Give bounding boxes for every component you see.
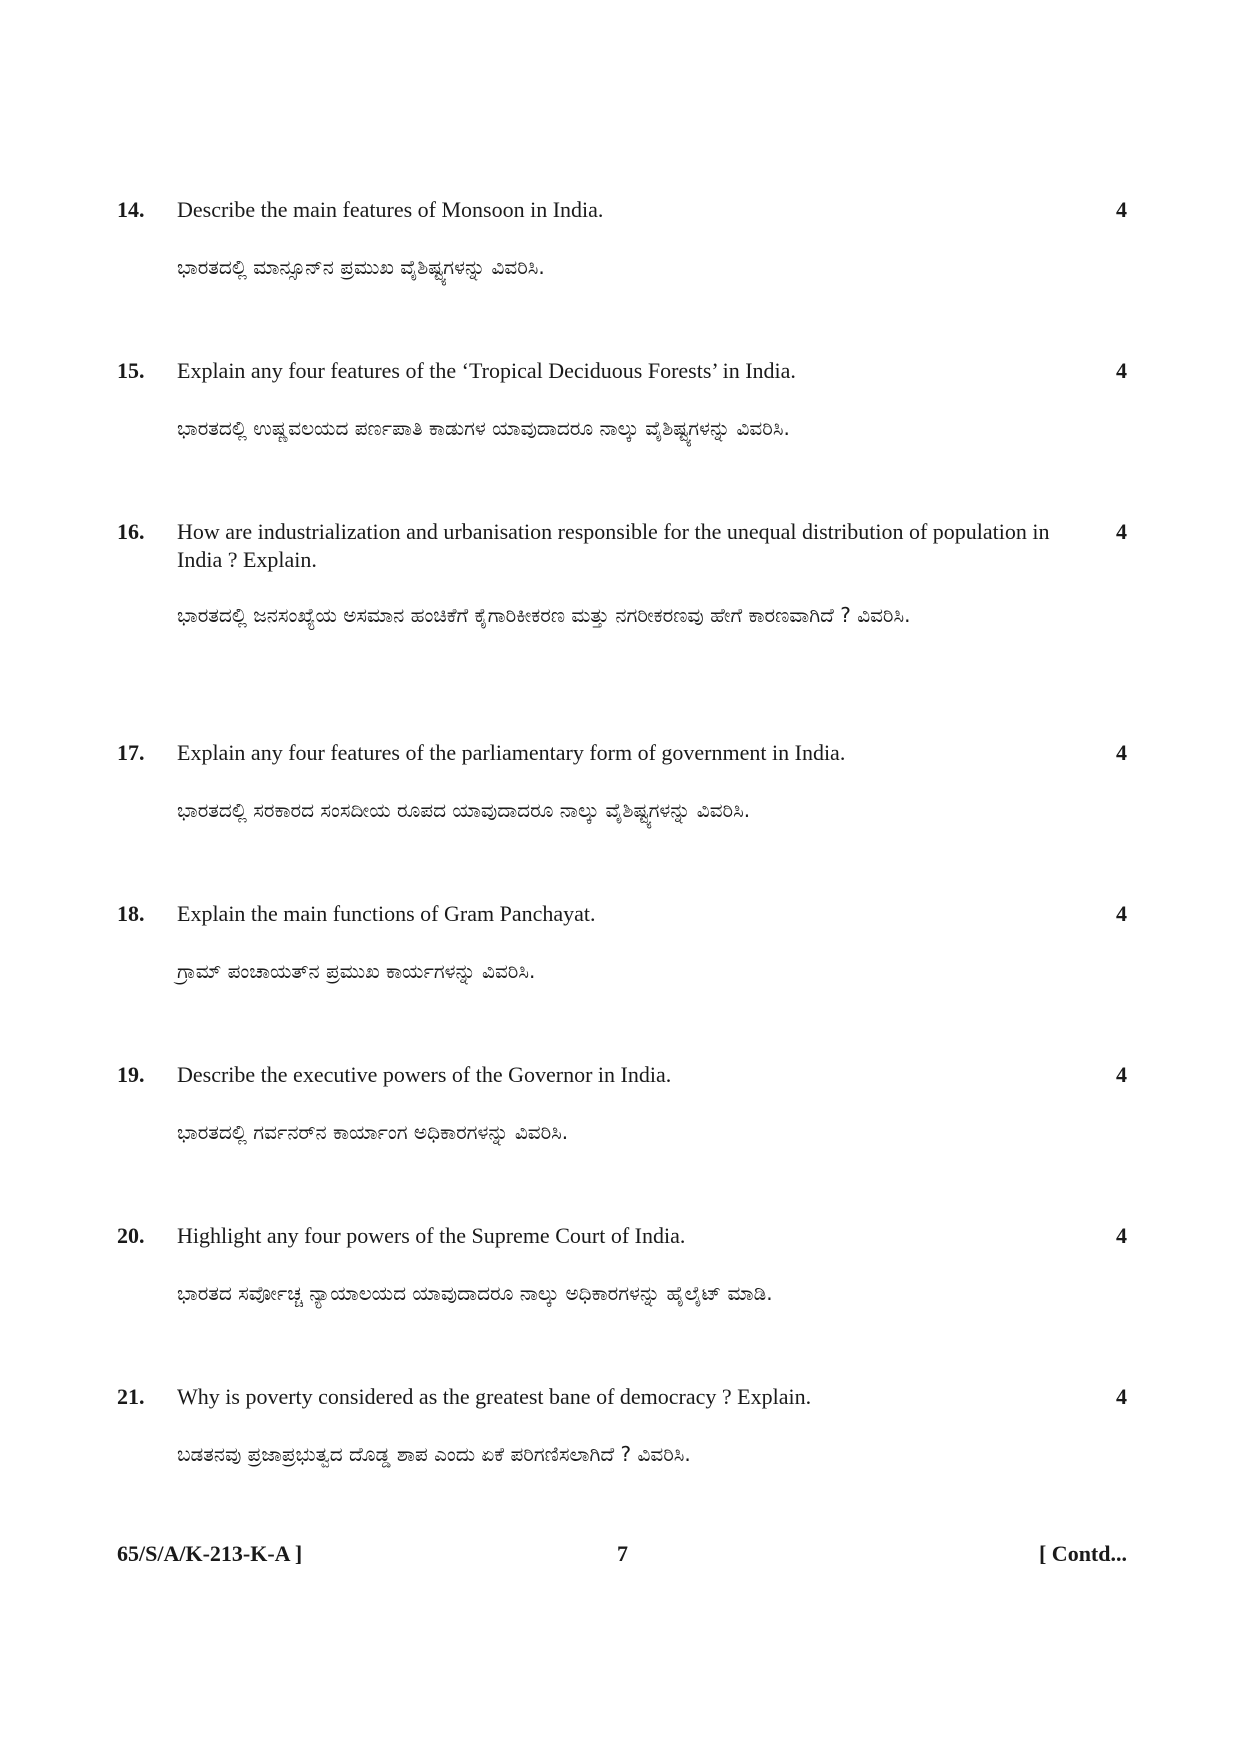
- question-21: [117, 1383, 1127, 1473]
- question-marks: 4: [1116, 901, 1127, 926]
- question-text-kannada: ಭಾರತದಲ್ಲಿ ಉಷ್ಣವಲಯದ ಪರ್ಣಪಾತಿ ಕಾಡುಗಳ ಯಾವುದಾದರೂ ನಾಲ್ಕು ವೈಶಿಷ್ಟ್ಯಗಳನ್ನು ವಿವರಿಸಿ.: [177, 416, 790, 440]
- continued-label: [ Contd...: [1038, 1541, 1127, 1566]
- question-marks: 4: [1116, 197, 1127, 222]
- question-15: [117, 357, 1127, 447]
- question-14: [117, 196, 1127, 286]
- question-marks: 4: [1116, 1384, 1127, 1409]
- question-number: 15.: [117, 358, 145, 383]
- question-17: [117, 739, 1127, 829]
- question-text-english: Explain any four features of the ‘Tropical Deciduous Forests’ in India.: [177, 358, 796, 383]
- question-marks: 4: [1116, 358, 1127, 383]
- page-footer: [117, 1538, 1127, 1570]
- question-text-kannada: ಭಾರತದ ಸರ್ವೋಚ್ಚ ನ್ಯಾಯಾಲಯದ ಯಾವುದಾದರೂ ನಾಲ್ಕು ಅಧಿಕಾರಗಳನ್ನು ಹೈಲೈಟ್ ಮಾಡಿ.: [177, 1281, 773, 1305]
- question-number: 21.: [117, 1384, 145, 1409]
- question-18: [117, 900, 1127, 990]
- question-number: 14.: [117, 197, 145, 222]
- question-text-english: Why is poverty considered as the greatest bane of democracy ? Explain.: [177, 1384, 812, 1409]
- question-text-kannada: ಭಾರತದಲ್ಲಿ ಮಾನ್ಸೂನ್‌ನ ಪ್ರಮುಖ ವೈಶಿಷ್ಟ್ಯಗಳನ್ನು ವಿವರಿಸಿ.: [177, 255, 545, 279]
- question-text-english: Highlight any four powers of the Supreme Court of India.: [177, 1223, 686, 1248]
- question-text-english: Explain the main functions of Gram Panchayat.: [177, 901, 596, 926]
- question-marks: 4: [1116, 1223, 1127, 1248]
- question-text-kannada: ಬಡತನವು ಪ್ರಜಾಪ್ರಭುತ್ವದ ದೊಡ್ಡ ಶಾಪ ಎಂದು ಏಕೆ ಪರಿಗಣಿಸಲಾಗಿದೆ ? ವಿವರಿಸಿ.: [177, 1442, 691, 1466]
- question-text-kannada: ಭಾರತದಲ್ಲಿ ಸರಕಾರದ ಸಂಸದೀಯ ರೂಪದ ಯಾವುದಾದರೂ ನಾಲ್ಕು ವೈಶಿಷ್ಟ್ಯಗಳನ್ನು ವಿವರಿಸಿ.: [177, 798, 751, 822]
- question-text-english: How are industrialization and urbanisation responsible for the unequal distribution of population in India ? Explain.: [177, 519, 1050, 572]
- question-marks: 4: [1116, 740, 1127, 765]
- question-number: 17.: [117, 740, 145, 765]
- question-text-english: Explain any four features of the parliamentary form of government in India.: [177, 740, 846, 765]
- question-16: [117, 518, 1127, 658]
- paper-code: 65/S/A/K-213-K-A ]: [117, 1541, 303, 1566]
- question-text-kannada: ಭಾರತದಲ್ಲಿ ಜನಸಂಖ್ಯೆಯ ಅಸಮಾನ ಹಂಚಿಕೆಗೆ ಕೈಗಾರಿಕೀಕರಣ ಮತ್ತು ನಗರೀಕರಣವು ಹೇಗೆ ಕಾರಣವಾಗಿದೆ ? ವಿವರಿಸಿ.: [177, 603, 911, 627]
- question-number: 19.: [117, 1062, 145, 1087]
- question-number: 16.: [117, 519, 145, 544]
- page-number: 7: [617, 1541, 628, 1566]
- question-marks: 4: [1116, 1062, 1127, 1087]
- question-number: 18.: [117, 901, 145, 926]
- question-19: [117, 1061, 1127, 1151]
- question-text-english: Describe the main features of Monsoon in India.: [177, 197, 604, 222]
- question-marks: 4: [1116, 519, 1127, 544]
- question-text-kannada: ಗ್ರಾಮ್ ಪಂಚಾಯತ್‌ನ ಪ್ರಮುಖ ಕಾರ್ಯಗಳನ್ನು ವಿವರಿಸಿ.: [177, 959, 536, 983]
- question-text-english: Describe the executive powers of the Governor in India.: [177, 1062, 672, 1087]
- question-text-kannada: ಭಾರತದಲ್ಲಿ ಗರ್ವನರ್‌ನ ಕಾರ್ಯಾಂಗ ಅಧಿಕಾರಗಳನ್ನು ವಿವರಿಸಿ.: [177, 1120, 569, 1144]
- question-20: [117, 1222, 1127, 1312]
- question-number: 20.: [117, 1223, 145, 1248]
